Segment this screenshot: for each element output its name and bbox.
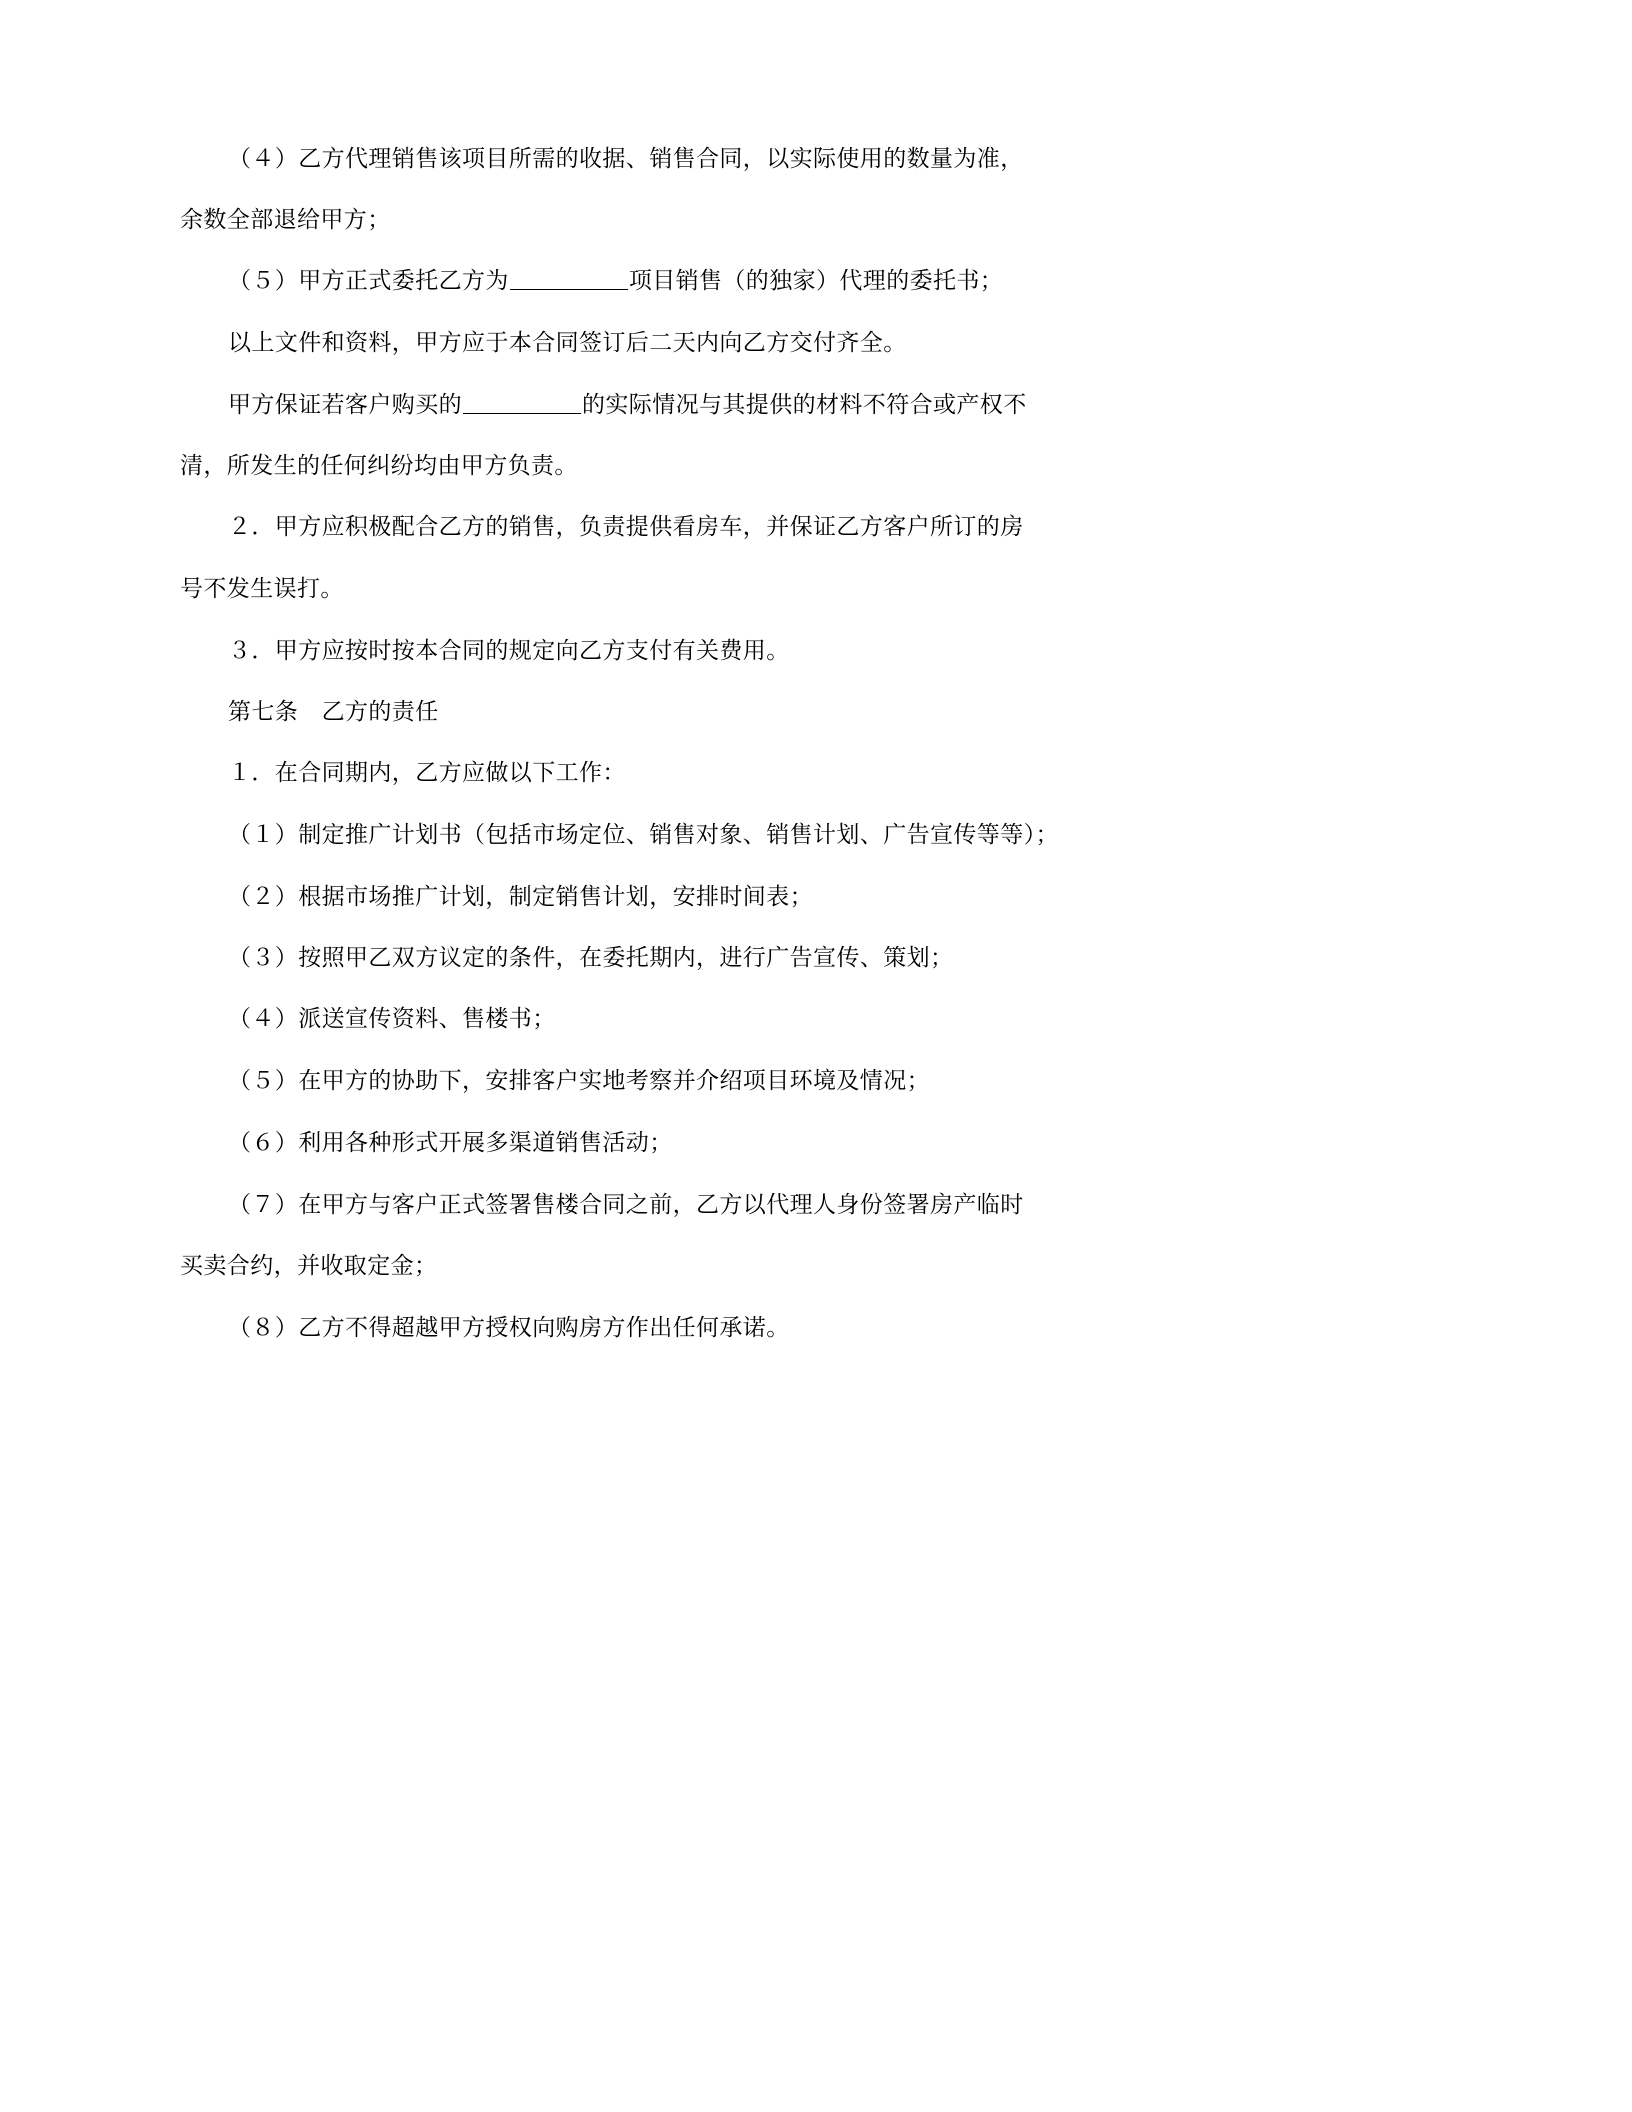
fill-in-blank [510, 267, 628, 290]
paragraph-line-with-blank [228, 390, 1027, 420]
paragraph-line: （４）乙方代理销售该项目所需的收据、销售合同，以实际使用的数量为准， [228, 146, 1024, 172]
paragraph-line: （５）在甲方的协助下，安排客户实地考察并介绍项目环境及情况； [228, 1068, 930, 1094]
text-segment: 项目销售（的独家）代理的委托书； [628, 268, 1004, 294]
paragraph-line: （４）派送宣传资料、售楼书； [228, 1006, 556, 1032]
paragraph-line: （１）制定推广计划书（包括市场定位、销售对象、销售计划、广告宣传等等）； [228, 822, 1059, 848]
article-heading: 第七条 乙方的责任 [228, 699, 439, 725]
paragraph-line: （２）根据市场推广计划，制定销售计划，安排时间表； [228, 884, 813, 910]
paragraph-line: （８）乙方不得超越甲方授权向购房方作出任何承诺。 [228, 1315, 790, 1341]
paragraph-line: 买卖合约，并收取定金； [180, 1253, 438, 1279]
text-segment: 的实际情况与其提供的材料不符合或产权不 [582, 392, 1027, 418]
paragraph-line: ２．甲方应积极配合乙方的销售，负责提供看房车，并保证乙方客户所订的房 [228, 514, 1024, 540]
fill-in-blank [463, 391, 581, 414]
paragraph-line: （３）按照甲乙双方议定的条件，在委托期内，进行广告宣传、策划； [228, 945, 954, 971]
paragraph-line: ３．甲方应按时按本合同的规定向乙方支付有关费用。 [228, 638, 790, 664]
paragraph-line: 号不发生误打。 [180, 576, 344, 602]
paragraph-line: 以上文件和资料，甲方应于本合同签订后二天内向乙方交付齐全。 [228, 330, 907, 356]
paragraph-line: （７）在甲方与客户正式签署售楼合同之前，乙方以代理人身份签署房产临时 [228, 1192, 1024, 1218]
paragraph-line: 清，所发生的任何纠纷均由甲方负责。 [180, 453, 578, 479]
paragraph-line: 余数全部退给甲方； [180, 207, 391, 233]
paragraph-line: １．在合同期内，乙方应做以下工作： [228, 760, 626, 786]
text-segment: 甲方保证若客户购买的 [228, 392, 462, 418]
paragraph-line-with-blank [228, 266, 1003, 296]
text-segment: （５）甲方正式委托乙方为 [228, 268, 509, 294]
paragraph-line: （６）利用各种形式开展多渠道销售活动； [228, 1130, 673, 1156]
